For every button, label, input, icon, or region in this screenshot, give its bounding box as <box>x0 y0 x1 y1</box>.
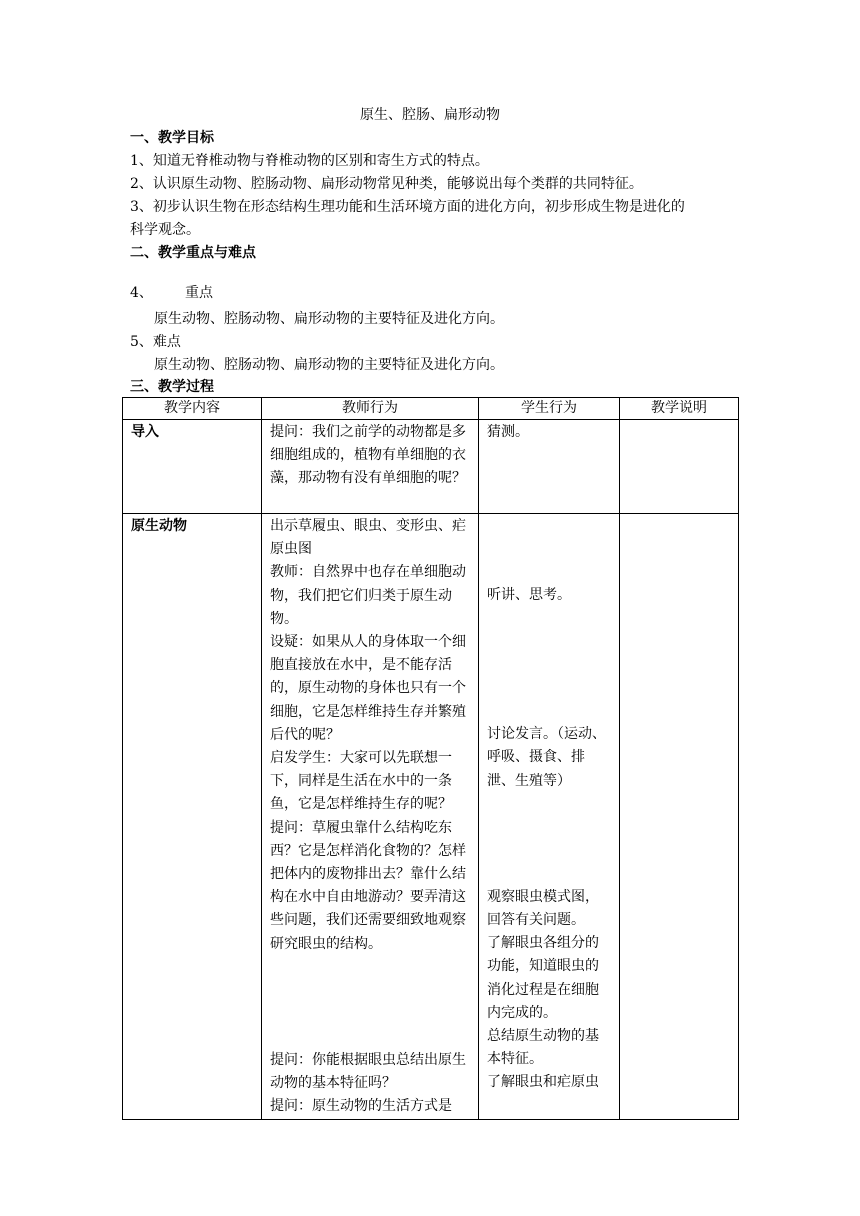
section-heading-focus: 二、教学重点与难点 <box>130 245 256 261</box>
goal-item: 1、知道无脊椎动物与脊椎动物的区别和寄生方式的特点。 <box>130 153 489 169</box>
teacher-cell <box>262 420 479 514</box>
teacher-text: 提问：原生动物的生活方式是 <box>270 1098 452 1115</box>
difficulty-text: 原生动物、腔肠动物、扁形动物的主要特征及进化方向。 <box>154 357 504 373</box>
teacher-text: 设疑：如果从人的身体取一个细胞直接放在水中，是不能存活的，原生动物的身体也只有一个细胞，它是怎样维持生存并繁殖后代的呢？ <box>270 634 466 743</box>
teacher-text: 提问：草履虫靠什么结构吃东西？它是怎样消化食物的？怎样把体内的废物排出去？靠什么结构在水中自由地游动？要弄清这些问题，我们还需要细致地观察研究眼虫的结构。 <box>270 819 466 952</box>
column-header: 学生行为 <box>479 398 620 420</box>
student-text: 猜测。 <box>487 424 529 440</box>
note-cell <box>620 514 739 1120</box>
student-text: 讨论发言。（运动、呼吸、摄食、排泄、生殖等） <box>487 726 606 789</box>
teaching-process-table <box>122 397 739 1120</box>
note-cell <box>620 420 739 514</box>
section-heading-goals: 一、教学目标 <box>130 130 214 146</box>
table-row <box>123 514 739 1120</box>
focus-number: 4、 <box>130 285 153 301</box>
student-cell <box>479 420 620 514</box>
student-text: 了解眼虫和疟原虫 <box>487 1074 599 1091</box>
focus-text: 原生动物、腔肠动物、扁形动物的主要特征及进化方向。 <box>154 311 504 327</box>
focus-label: 重点 <box>185 285 213 301</box>
table-row <box>123 420 739 514</box>
column-header: 教学内容 <box>123 398 262 420</box>
difficulty-label: 5、难点 <box>130 334 181 350</box>
teacher-cell <box>262 514 479 1120</box>
table-header-row <box>123 398 739 420</box>
column-header: 教师行为 <box>262 398 479 420</box>
student-text: 了解眼虫各组分的功能，知道眼虫的消化过程是在细胞内完成的。 <box>487 935 599 1021</box>
student-cell <box>479 514 620 1120</box>
teacher-text: 教师：自然界中也存在单细胞动物，我们把它们归类于原生动物。 <box>270 564 466 627</box>
section-heading-process: 三、教学过程 <box>130 379 214 395</box>
content-cell: 原生动物 <box>123 514 262 1120</box>
teacher-text: 提问：我们之前学的动物都是多细胞组成的，植物有单细胞的衣藻，那动物有没有单细胞的呢？ <box>270 424 466 487</box>
document-title: 原生、腔肠、扁形动物 <box>360 107 500 123</box>
goal-item: 科学观念。 <box>130 222 200 238</box>
student-text: 观察眼虫模式图，回答有关问题。 <box>487 888 599 929</box>
teacher-text: 提问：你能根据眼虫总结出原生动物的基本特征吗？ <box>270 1051 466 1092</box>
teacher-text: 出示草履虫、眼虫、变形虫、疟原虫图 <box>270 518 466 558</box>
content-cell: 导入 <box>123 420 262 514</box>
student-text: 听讲、思考。 <box>487 587 571 603</box>
goal-item: 3、初步认识生物在形态结构生理功能和生活环境方面的进化方向，初步形成生物是进化的 <box>130 199 685 215</box>
column-header: 教学说明 <box>620 398 739 420</box>
student-text: 总结原生动物的基本特征。 <box>487 1028 599 1068</box>
goal-item: 2、认识原生动物、腔肠动物、扁形动物常见种类，能够说出每个类群的共同特征。 <box>130 176 643 192</box>
teacher-text: 启发学生：大家可以先联想一下，同样是生活在水中的一条鱼，它是怎样维持生存的呢？ <box>270 750 452 813</box>
